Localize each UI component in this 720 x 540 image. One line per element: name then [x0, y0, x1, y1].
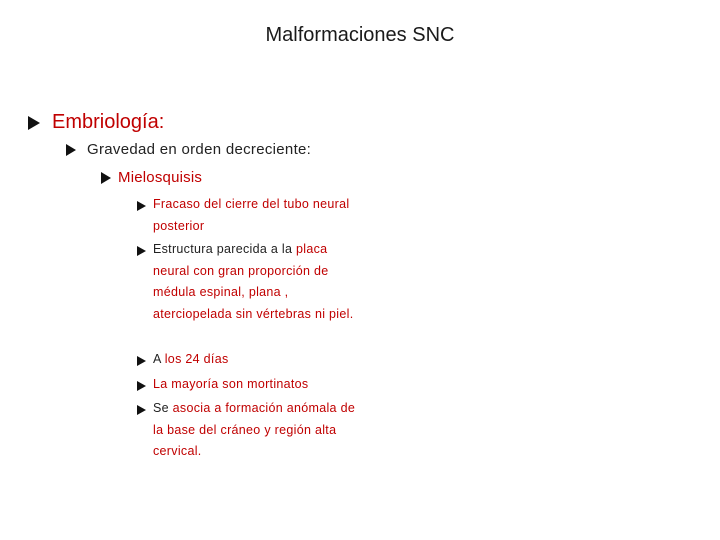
bullet-text — [153, 374, 358, 396]
bullet-level4-item-3 — [137, 353, 358, 371]
bullet-text — [153, 349, 358, 371]
bullet-level1 — [28, 111, 164, 134]
bullet-level4-item-1 — [137, 198, 358, 237]
arrow-bullet-icon — [137, 356, 146, 366]
text-run: Se — [153, 401, 173, 415]
arrow-bullet-icon — [137, 201, 146, 211]
text-run: La mayoría son mortinatos — [153, 377, 309, 391]
bullet-level3-text: Mielosquisis — [118, 169, 203, 186]
text-run: asocia a formación anómala de la base del cráneo y región alta cervical. — [153, 401, 356, 458]
text-run: Estructura parecida a la — [153, 242, 296, 256]
bullet-text — [153, 194, 358, 237]
arrow-bullet-icon — [101, 172, 111, 184]
bullet-level4-item-5 — [137, 402, 358, 463]
text-run: placa neural con gran proporción de médula espinal, plana , aterciopelada sin vértebras ni piel. — [153, 242, 354, 321]
bullet-text — [153, 398, 358, 463]
text-run: A — [153, 352, 165, 366]
slide-title: Malformaciones SNC — [265, 24, 455, 46]
text-run: los 24 días — [164, 352, 229, 366]
bullet-level4-item-2 — [137, 243, 358, 325]
text-run: Fracaso del cierre del tubo neural posterior — [153, 197, 350, 233]
arrow-bullet-icon — [137, 246, 146, 256]
bullet-level2 — [66, 141, 311, 158]
bullet-text — [153, 239, 358, 325]
bullet-level3 — [101, 169, 202, 186]
arrow-bullet-icon — [28, 116, 40, 130]
bullet-level1-text: Embriología: — [52, 111, 165, 133]
bullet-level2-text: Gravedad en orden decreciente: — [87, 141, 312, 158]
arrow-bullet-icon — [66, 144, 76, 156]
arrow-bullet-icon — [137, 381, 146, 391]
arrow-bullet-icon — [137, 405, 146, 415]
bullet-level4-item-4 — [137, 378, 358, 396]
